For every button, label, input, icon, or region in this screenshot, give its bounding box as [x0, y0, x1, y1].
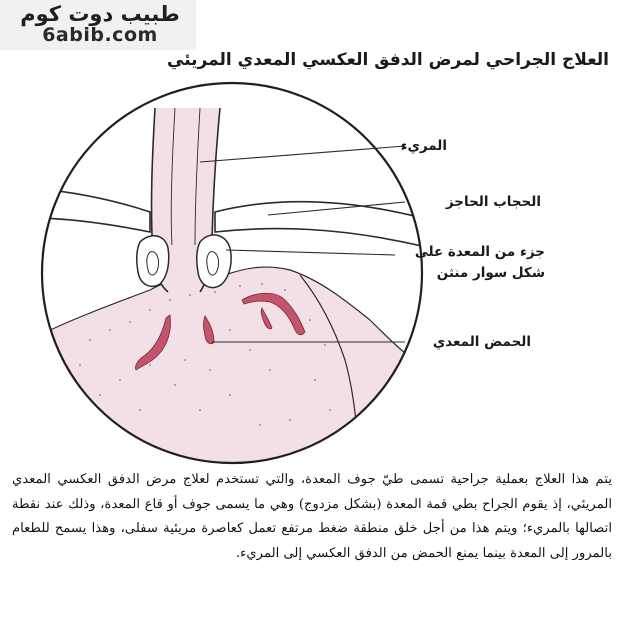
page-title: العلاج الجراحي لمرض الدفق العكسي المعدي المريئي [167, 50, 609, 70]
label-wrap-line2: شكل سوار منثن [436, 265, 545, 281]
fundus-wrap-left [137, 236, 169, 287]
fundus-wrap-right [197, 235, 231, 288]
label-esophagus: المريء [400, 138, 447, 154]
logo-arabic-text: طبيب دوت كوم [20, 2, 180, 26]
label-wrap-line1: جزء من المعدة على [414, 244, 545, 260]
description-paragraph: يتم هذا العلاج بعملية جراحية تسمى طيّ جوف المعدة، والتي تستخدم لعلاج مرض الدفق العكسي المعدي المريئي، إذ يقوم الجراح بطي قمة المعدة (بشكل مزدوج) وهي ما يسمى جوف أو قاع المعدة، وذلك عند نقطة اتصالها بالمريء؛ ويتم هذا من أجل خلق منطقة ضغط مرتفع تعمل كعاصرة مريئية سفلى، وهذا يسمح للطعام بالمرور إلى المعدة بينما يمنع الحمض من الدفق العكسي إلى المريء. [12, 472, 612, 561]
label-diaphragm: الحجاب الحاجز [445, 194, 541, 210]
label-acid: الحمض المعدي [432, 334, 531, 350]
logo-latin-text: 6abib.com [42, 24, 158, 46]
